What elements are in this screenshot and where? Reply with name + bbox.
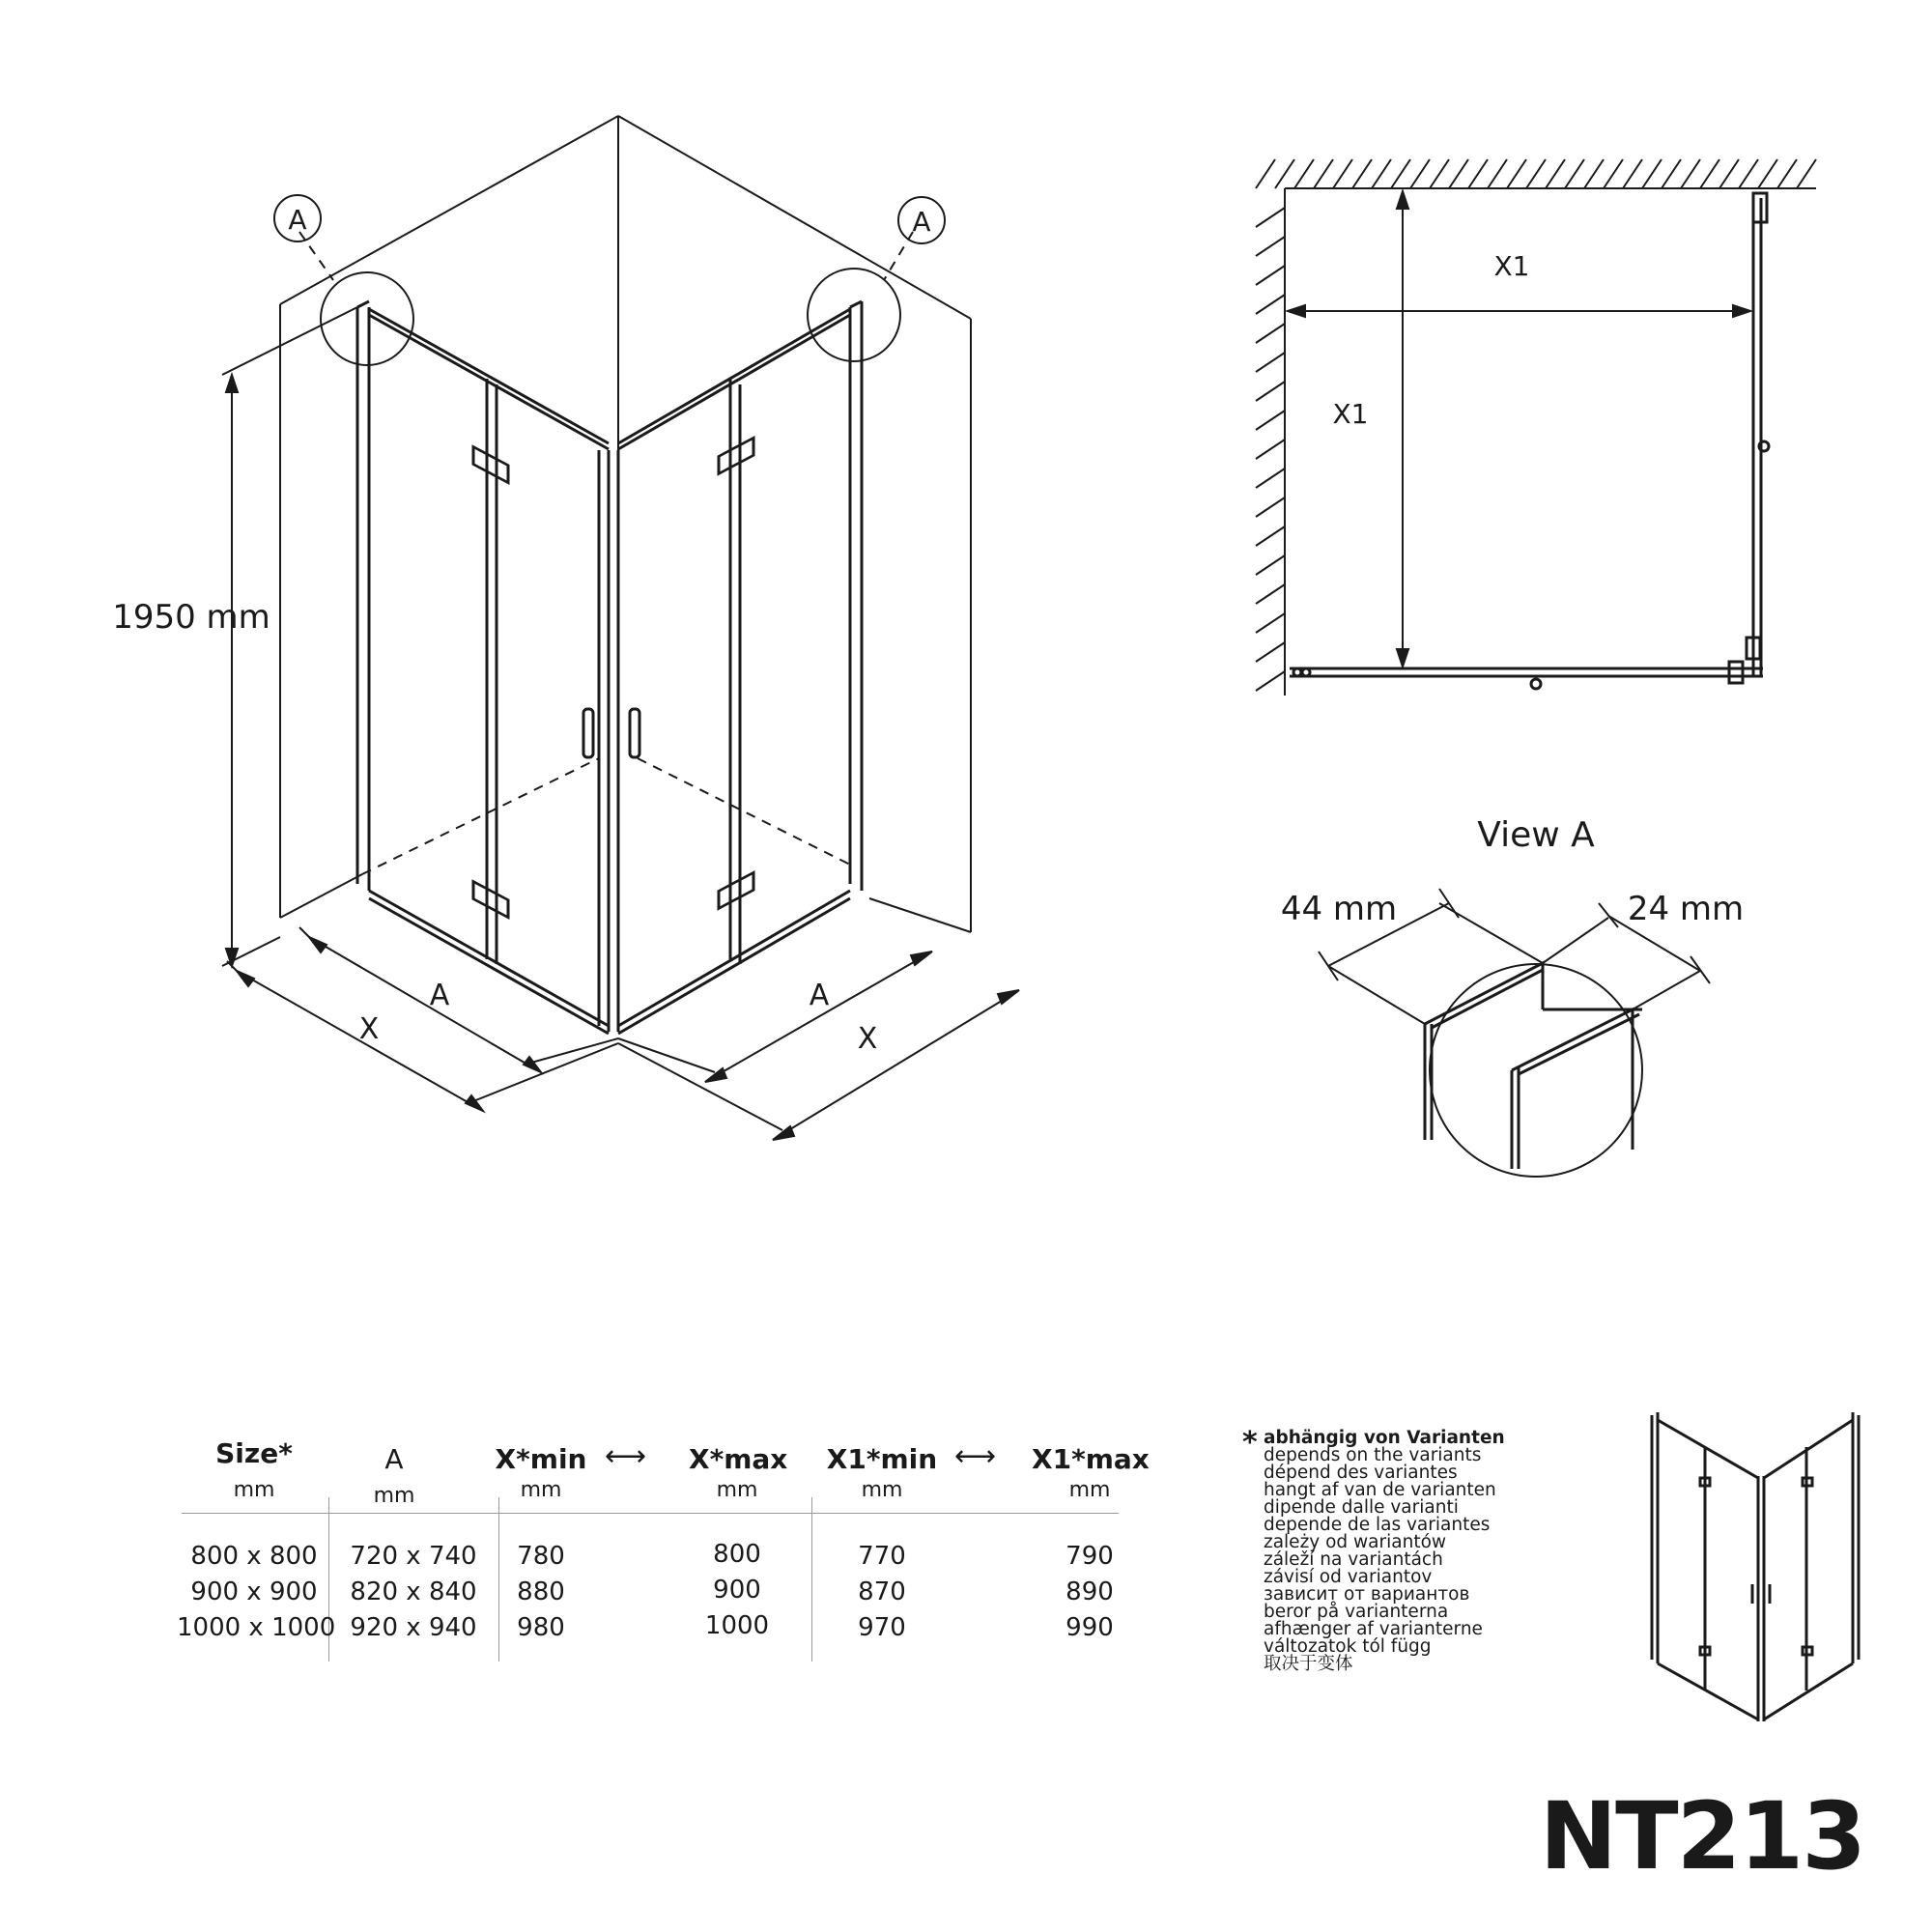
table-cell: 900 x 900 <box>190 1577 318 1606</box>
detail-right-dimension: 24 mm <box>1627 890 1745 928</box>
hinge-right-lower <box>719 872 753 908</box>
left-floor-dimensions <box>227 927 618 1111</box>
right-enclosure-side <box>618 301 862 1034</box>
left-enclosure-side <box>357 301 609 1034</box>
unit-size: mm <box>233 1478 275 1502</box>
table-header-rule <box>182 1513 1119 1514</box>
floor-outline <box>362 758 850 874</box>
x1-range-arrow: ⟷ <box>954 1439 997 1473</box>
plan-view <box>1256 159 1816 696</box>
hinge-right-upper <box>719 438 753 473</box>
back-walls <box>280 116 971 932</box>
hinge-left-upper <box>473 447 508 483</box>
table-cell: 720 x 740 <box>350 1542 477 1571</box>
detail-marker-right-label: A <box>912 206 931 238</box>
variant-line: változatok tól függ <box>1264 1636 1432 1657</box>
table-cell: 1000 <box>704 1611 770 1640</box>
variant-line: depends on the variants <box>1264 1445 1482 1465</box>
table-cell: 920 x 940 <box>350 1613 477 1642</box>
unit-x-min: mm <box>520 1478 562 1502</box>
right-x-label: X <box>857 1022 878 1056</box>
table-cell: 900 <box>713 1576 761 1605</box>
height-dimension <box>222 307 357 966</box>
thumbnail-enclosure <box>1652 1412 1859 1721</box>
table-cell: 820 x 840 <box>350 1577 477 1606</box>
right-a-label: A <box>809 979 830 1012</box>
variant-line: záleží na variantách <box>1264 1549 1443 1570</box>
variant-line: 取决于变体 <box>1264 1654 1353 1674</box>
table-cell: 890 <box>1065 1577 1114 1606</box>
table-cell: 990 <box>1065 1613 1114 1642</box>
variant-line: hangt af van de varianten <box>1264 1480 1496 1500</box>
variant-line: afhænger af varianterne <box>1264 1619 1483 1639</box>
variant-line: beror på varianterna <box>1264 1602 1449 1622</box>
unit-x1-min: mm <box>861 1478 903 1502</box>
height-label: 1950 mm <box>112 598 270 637</box>
header-size: Size* <box>215 1437 293 1469</box>
detail-marker-left-label: A <box>288 204 307 236</box>
table-cell: 970 <box>858 1613 906 1642</box>
door-handles <box>583 709 639 757</box>
variants-marker: * <box>1242 1426 1258 1460</box>
detail-circle-right <box>808 269 900 361</box>
model-code: NT213 <box>1539 1782 1864 1890</box>
header-x-min: X*min <box>495 1443 587 1475</box>
header-x1-min: X1*min <box>826 1443 938 1475</box>
x-range-arrow: ⟷ <box>605 1439 647 1473</box>
table-cell: 800 <box>713 1540 761 1569</box>
left-x-label: X <box>358 1012 380 1046</box>
variant-line: dipende dalle varianti <box>1264 1497 1459 1518</box>
detail-view-title: View A <box>1477 815 1595 855</box>
detail-view <box>1319 889 1710 1177</box>
unit-x1-max: mm <box>1068 1478 1111 1502</box>
hinge-left-lower <box>473 882 508 918</box>
unit-a: mm <box>373 1484 415 1508</box>
variant-line: závisí od variantov <box>1264 1567 1433 1587</box>
plan-x1-vertical: X1 <box>1332 398 1369 430</box>
table-cell: 1000 x 1000 <box>177 1613 336 1642</box>
unit-x-max: mm <box>716 1478 758 1502</box>
table-cell: 780 <box>517 1542 565 1571</box>
variant-line: depende de las variantes <box>1264 1515 1491 1535</box>
detail-left-dimension: 44 mm <box>1280 890 1398 928</box>
header-x1-max: X1*max <box>1032 1443 1150 1475</box>
table-cell: 800 x 800 <box>190 1542 318 1571</box>
table-cell: 870 <box>858 1577 906 1606</box>
handle-right <box>630 709 639 757</box>
hinges <box>473 438 753 917</box>
table-cell: 790 <box>1065 1542 1114 1571</box>
variant-line: abhängig von Varianten <box>1264 1428 1505 1448</box>
table-divider-3 <box>811 1497 812 1662</box>
plan-x1-horizontal: X1 <box>1493 250 1530 282</box>
table-cell: 770 <box>858 1542 906 1571</box>
variant-line: zależy od wariantów <box>1264 1532 1447 1552</box>
table-cell: 880 <box>517 1577 565 1606</box>
variant-line: зависит от вариантов <box>1264 1584 1470 1605</box>
table-cell: 980 <box>517 1613 565 1642</box>
handle-left <box>583 709 593 757</box>
variant-line: dépend des variantes <box>1264 1463 1458 1483</box>
detail-callouts <box>274 195 945 365</box>
header-a: A <box>384 1443 404 1475</box>
left-a-label: A <box>429 979 450 1012</box>
header-x-max: X*max <box>689 1443 788 1475</box>
